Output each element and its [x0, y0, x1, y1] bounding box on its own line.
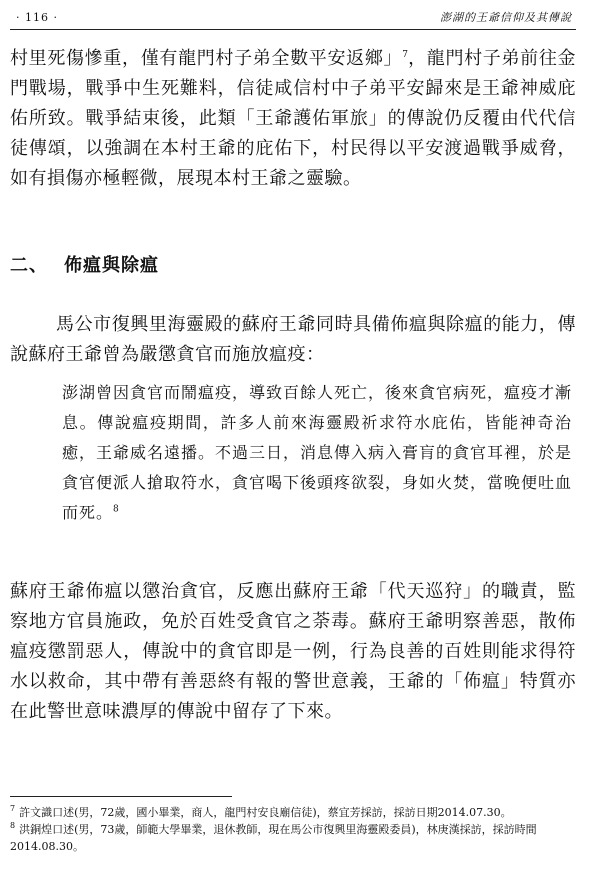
section-title: 佈瘟與除瘟	[64, 255, 159, 276]
footnote-mark: 7	[10, 804, 16, 814]
body-paragraph-1	[10, 44, 576, 194]
block-quote-text: 澎湖曾因貪官而鬧瘟疫，導致百餘人死亡，後來貪官病死，瘟疫才漸息。傳說瘟疫期間，許多人前來海靈殿祈求符水庇佑，皆能神奇治癒，王爺威名遠播。不過三日，消息傳入病入膏肓的貪官耳裡，於是貪官便派人搶取符水，貪官喝下後頭疼欲裂，身如火焚，當晚便吐血而死。	[62, 383, 573, 522]
page-number: · 116 ·	[16, 11, 58, 24]
footnote-text: 許文識口述(男，72歲，國小畢業，商人，龍門村安良廟信徒)，蔡宜芳採訪，採訪日期2014.07.30。	[19, 806, 512, 819]
paragraph-1-text-continued: ，龍門村子弟前往金門戰場，戰爭中生死難料，信徒咸信村中子弟平安歸來是王爺神威庇佑所致。戰爭結束後，此類「王爺護佑軍旅」的傳說仍反覆由代代信徒傳頌，以強調在本村王爺的庇佑下，村民得以平安渡過戰爭威脅，如有損傷亦極輕微，展現本村王爺之靈驗。	[10, 48, 577, 189]
body-paragraph-2	[10, 310, 576, 370]
footnotes	[10, 804, 576, 855]
footnote-text: 洪銅煌口述(男，73歲，師範大學畢業，退休教師，現在馬公市復興里海靈殿委員)，林庚漢採訪，採訪時間2014.08.30。	[10, 823, 537, 853]
footnote-8	[10, 821, 576, 855]
footnote-7	[10, 804, 576, 821]
running-header	[10, 7, 576, 30]
paragraph-1-text: 村里死傷慘重，僅有龍門村子弟全數平安返鄉」	[10, 48, 403, 69]
footnote-mark: 8	[10, 821, 16, 831]
body-paragraph-3	[10, 577, 576, 727]
footnote-divider	[10, 796, 232, 797]
paragraph-3-text: 蘇府王爺佈瘟以懲治貪官，反應出蘇府王爺「代天巡狩」的職責，監察地方官員施政，免於百姓受貪官之荼毒。蘇府王爺明察善惡，散佈瘟疫懲罰惡人，傳說中的貪官即是一例，行為良善的百姓則能求得符水以救命，其中帶有善惡終有報的警世意義，王爺的「佈瘟」特質亦在此警世意味濃厚的傳說中留存了下來。	[10, 581, 576, 722]
running-title: 澎湖的王爺信仰及其傳說	[440, 11, 572, 24]
section-heading	[10, 251, 159, 281]
paragraph-2-text: 馬公市復興里海靈殿的蘇府王爺同時具備佈瘟與除瘟的能力，傳說蘇府王爺曾為嚴懲貪官而施放瘟疫：	[10, 314, 576, 365]
block-quote	[62, 378, 572, 528]
section-number: 二、	[10, 255, 48, 276]
footnote-ref-8[interactable]: 8	[113, 504, 119, 515]
footnote-ref-7[interactable]: 7	[402, 50, 408, 60]
